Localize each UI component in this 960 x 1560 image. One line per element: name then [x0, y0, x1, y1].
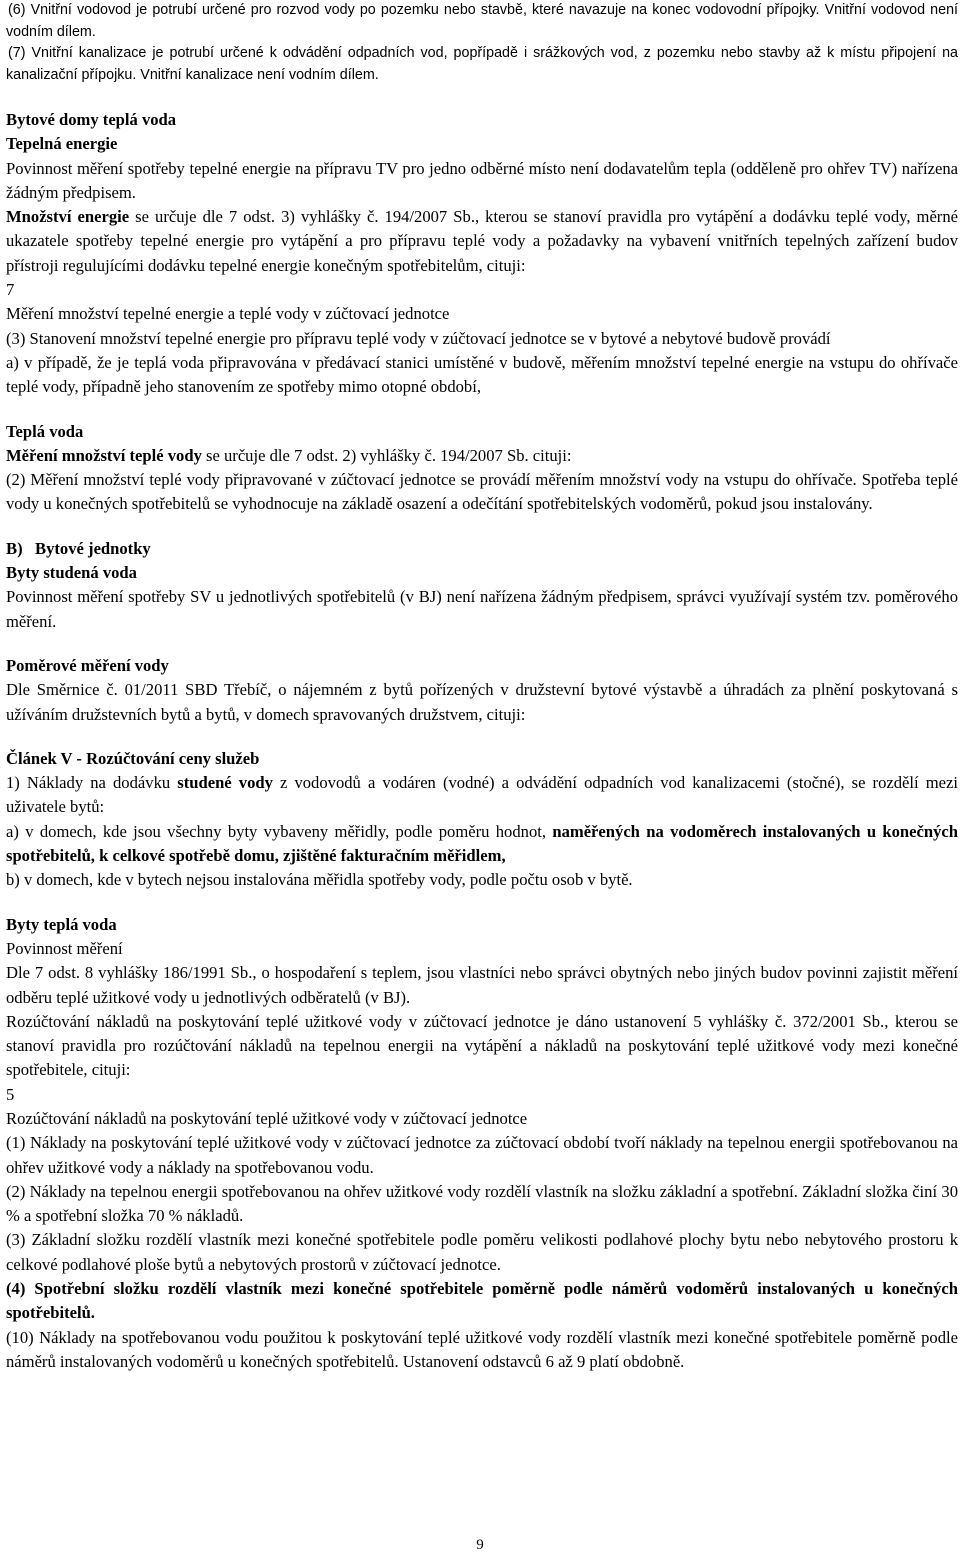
text-mnozstvi-energie: se určuje dle 7 odst. 3) vyhlášky č. 194/2007 Sb., kterou se stanoví pravidla pro vytápění a dodávku teplé vody, měrné ukazatele spotřeby tepelné energie pro vytápění a pro přípravu teplé vody a požadavky na vybavení vnitřních tepelných zařízení budov přístroji regulujícími dodávku tepelné energie konečným spotřebitelům, cituji: — [6, 207, 958, 275]
paragraph-mereni-tepla-voda — [6, 444, 958, 468]
section-number-5: 5 — [6, 1084, 15, 1104]
text-mereni-tepla-voda: se určuje dle 7 odst. 2) vyhlášky č. 194/2007 Sb. cituji: — [201, 445, 572, 465]
paragraph-stanoveni-mnozstvi: (3) Stanovení množství tepelné energie pro přípravu teplé vody v zúčtovací jednotce se v bytové a nebytové budově provádí — [6, 328, 831, 348]
section-number-7: 7 — [6, 280, 15, 300]
text-domy-s-meridly: a) v domech, kde jsou všechny byty vybaveny měřidly, podle poměru hodnot, — [6, 821, 553, 841]
term-mnozstvi-energie: Množství energie — [6, 207, 130, 227]
paragraph-predavaci-stanice: a) v případě, že je teplá voda připravována v předávací stanici umístěné v budově, měřením množství tepelné energie na vstupu do ohřívače teplé vody, případně jeho stanovením ze spotřeby mimo otopné období, — [6, 352, 958, 397]
text-naklady-dodavka: 1) Náklady na dodávku — [6, 773, 178, 793]
paragraph-vyhlaska-372: Rozúčtování nákladů na poskytování teplé užitkové vody v zúčtovací jednotce je dáno ustanovení 5 vyhlášky č. 372/2001 Sb., kterou se stanoví pravidla pro rozúčtování nákladů na tepelnou energii na vytápění a nákladů na poskytování teplé užitkové vody mezi konečné spotřebitele, cituji: — [6, 1011, 958, 1080]
term-namerene-hodnoty: naměřených na vodoměrech instalovaných u konečných spotřebitelů, k celkové spotřebě domu, zjištěné fakturačním měřidlem, — [6, 821, 958, 866]
subheading-povinnost-mereni: Povinnost měření — [6, 938, 123, 958]
section-heading-tepla-voda: Teplá voda — [6, 421, 84, 441]
paragraph-clause-10: (10) Náklady na spotřebovanou vodu použitou k poskytování teplé užitkové vody rozdělí vlastník mezi konečné spotřebitele poměrně podle náměrů instalovaných vodoměrů u konečných spotřebitelů. Ustanovení odstavců 6 až 9 platí obdobně. — [6, 1327, 958, 1371]
paragraph-clause-3: (3) Základní složku rozdělí vlastník mezi konečné spotřebitele podle poměru velikosti podlahové plochy bytu nebo nebytového prostoru k celkové podlahové ploše bytů a nebytových prostorů v zúčtovací jednotce. — [6, 1230, 958, 1274]
paragraph-intro-7: (7) Vnitřní kanalizace je potrubí určené k odvádění odpadních vod, popřípadě i srážkových vod, z pozemku nebo stavby až k místu připojení na kanalizační přípojku. Vnitřní kanalizace není vodním dílem. — [6, 45, 958, 83]
section-heading-clanek-v: Článek V - Rozúčtování ceny služeb — [6, 748, 260, 768]
paragraph-domy-bez-meridel: b) v domech, kde v bytech nejsou instalována měřidla spotřeby vody, podle počtu osob v bytě. — [6, 870, 633, 890]
paragraph-smernice: Dle Směrnice č. 01/2011 SBD Třebíč, o nájemném z bytů pořízených v družstevní bytové výstavbě a úhradách za plnění poskytovaná s užíváním družstevních bytů a bytů, v domech spravovaných družstvem, cituji: — [6, 680, 958, 724]
document-body — [6, 0, 958, 1374]
paragraph-clause-2: (2) Náklady na tepelnou energii spotřebovanou na ohřev užitkové vody rozdělí vlastník na složku základní a spotřební. Základní složka činí 30 % a spotřební složka 70 % nákladů. — [6, 1181, 958, 1226]
paragraph-clause-4: (4) Spotřební složku rozdělí vlastník mezi konečné spotřebitele poměrně podle náměrů vodoměrů instalovaných u konečných spotřebitelů. — [6, 1279, 958, 1323]
paragraph-intro-6: (6) Vnitřní vodovod je potrubí určené pro rozvod vody po pozemku nebo stavbě, které navazuje na konec vodovodní přípojky. Vnitřní vodovod není vodním dílem. — [6, 2, 958, 40]
paragraph-mnozstvi-energie — [6, 205, 958, 278]
term-mereni-mnozstvi-teple-vody: Měření množství teplé vody — [6, 445, 202, 465]
paragraph-ohrivac: (2) Měření množství teplé vody připravované v zúčtovací jednotce se provádí měřením množství vody na vstupu do ohřívače. Spotřeba teplé vody u konečných spotřebitelů se vyhodnocuje na základě osazení a odečítání spotřebitelských vodoměrů, pokud jsou instalovány. — [6, 470, 958, 514]
subheading-tepelna-energie: Tepelná energie — [6, 134, 118, 154]
section-title-rozuctovani: Rozúčtování nákladů na poskytování teplé užitkové vody v zúčtovací jednotce — [6, 1108, 528, 1128]
text-vodovody-vodarny: z vodovodů a vodáren (vodné) a odvádění odpadních vod kanalizacemi (stočné), se rozdělí mezi uživatele bytů: — [6, 773, 958, 817]
section-title-mereni-tepelne-energie: Měření množství tepelné energie a teplé vody v zúčtovací jednotce — [6, 304, 450, 324]
paragraph-tepelna-energie-povinnost: Povinnost měření spotřeby tepelné energie na přípravu TV pro jedno odběrné místo není dodavatelům tepla (odděleně pro ohřev TV) nařízena žádným předpisem. — [6, 158, 958, 202]
paragraph-povinnost-mereni-sv: Povinnost měření spotřeby SV u jednotlivých spotřebitelů (v BJ) není nařízena žádným předpisem, správci využívají systém tzv. poměrového měření. — [6, 587, 958, 631]
section-heading-bytove-domy-tepla-voda: Bytové domy teplá voda — [6, 110, 177, 129]
section-heading-pomerove-mereni: Poměrové měření vody — [6, 655, 169, 675]
section-heading-bytove-jednotky: B) Bytové jednotky — [6, 538, 151, 558]
paragraph-naklady-studena-voda — [6, 771, 958, 820]
section-heading-byty-tepla-voda: Byty teplá voda — [6, 914, 117, 934]
subheading-byty-studena-voda: Byty studená voda — [6, 563, 137, 583]
paragraph-domy-s-meridly — [6, 820, 958, 869]
term-studene-vody: studené vody — [177, 773, 273, 793]
page-number: 9 — [476, 1537, 484, 1553]
paragraph-vyhlaska-186: Dle 7 odst. 8 vyhlášky 186/1991 Sb., o hospodaření s teplem, jsou vlastníci nebo správci obytných nebo jiných budov povinni zajistit měření odběru teplé užitkové vody u jednotlivých odběratelů (v BJ). — [6, 963, 958, 1007]
paragraph-clause-1: (1) Náklady na poskytování teplé užitkové vody v zúčtovací jednotce za zúčtovací období tvoří náklady na tepelnou energii spotřebovanou na ohřev užitkové vody a náklady na spotřebovanou vodu. — [6, 1133, 958, 1177]
